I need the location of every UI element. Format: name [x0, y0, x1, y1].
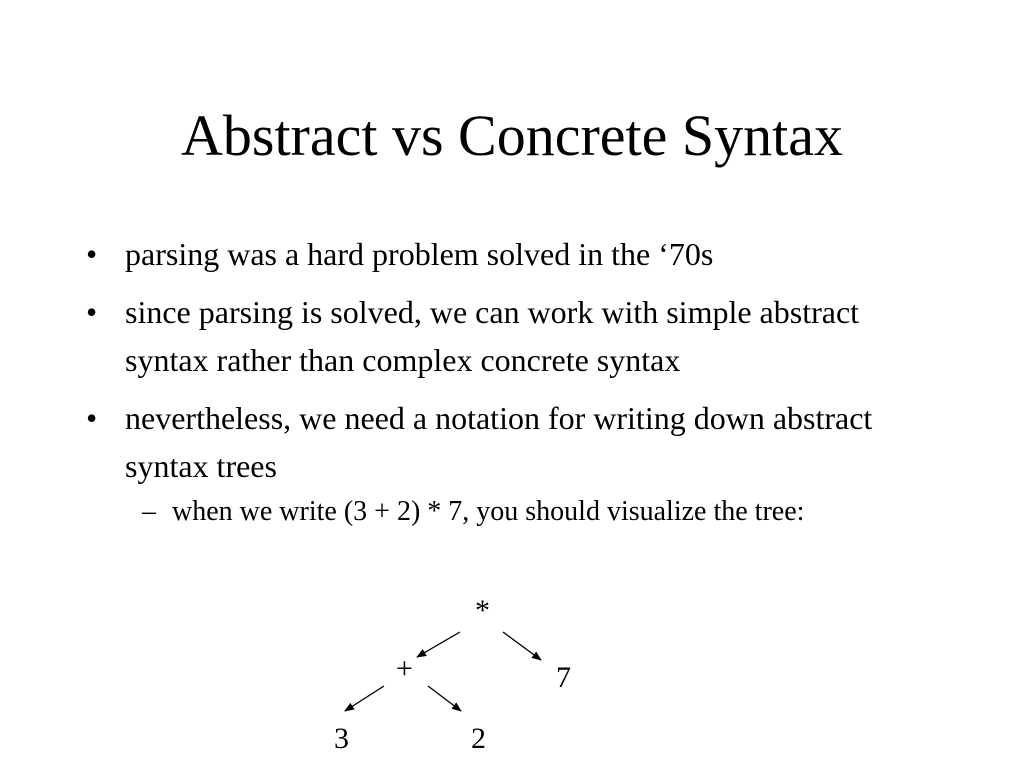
tree-node-left: +	[396, 652, 413, 685]
bullet-item	[84, 230, 944, 278]
tree-edge-root-right	[503, 632, 541, 660]
tree-node-right: 7	[556, 661, 571, 694]
bullet-marker: •	[86, 236, 98, 272]
bullet-text: parsing was a hard problem solved in the ‘70s	[125, 236, 714, 272]
bullet-text: nevertheless, we need a notation for writing down abstract syntax trees	[125, 400, 873, 484]
tree-edge-root-left	[417, 632, 460, 657]
bullet-marker: •	[86, 400, 98, 436]
bullet-item	[84, 288, 944, 384]
tree-edge-left-left	[345, 686, 384, 711]
bullet-text: since parsing is solved, we can work with simple abstract syntax rather than complex concrete syntax	[125, 294, 860, 378]
tree-node-left-right: 2	[471, 722, 486, 755]
sub-bullet-list	[125, 494, 944, 530]
tree-node-root: *	[475, 594, 490, 627]
tree-node-left-left: 3	[334, 722, 349, 755]
bullet-marker: •	[86, 294, 98, 330]
bullet-item	[84, 394, 944, 530]
slide-title: Abstract vs Concrete Syntax	[180, 103, 843, 168]
sub-bullet-marker: –	[142, 496, 156, 527]
bullet-list	[84, 230, 944, 540]
tree-edge-left-right	[428, 686, 461, 711]
sub-bullet-item	[84, 494, 944, 530]
sub-bullet-text: when we write (3 + 2) * 7, you should visualize the tree:	[172, 496, 805, 527]
